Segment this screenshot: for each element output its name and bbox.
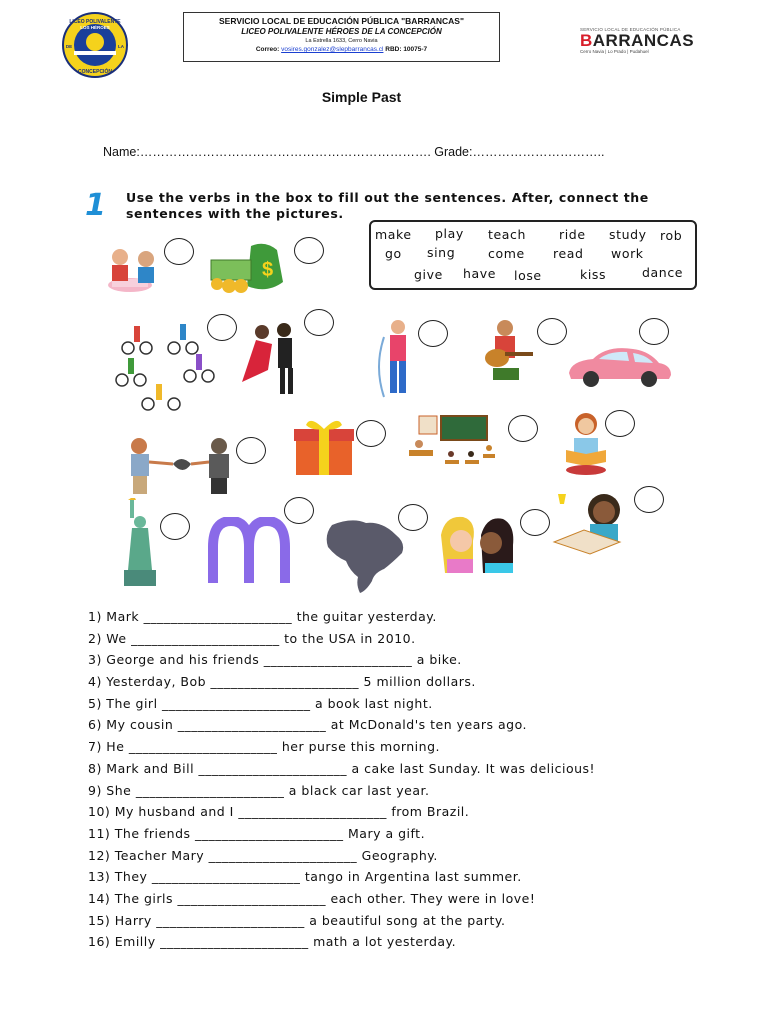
verb-word: sing [427, 245, 456, 260]
cake-making-picture [98, 243, 168, 298]
verb-word: come [488, 246, 525, 261]
header-info-box [183, 12, 500, 62]
verb-word: give [414, 267, 443, 282]
answer-bubble[interactable] [304, 309, 334, 336]
verb-word: dance [642, 265, 684, 280]
school-logo [62, 12, 128, 78]
guitar-player-picture [475, 318, 535, 384]
answer-bubble[interactable] [508, 415, 538, 442]
verb-word: make [375, 227, 412, 242]
logo-right-text: LA [118, 44, 124, 49]
sentence-item[interactable]: 14) The girls ______________________ each other. They were in love! [88, 890, 536, 906]
svg-text:$: $ [262, 259, 274, 281]
reading-girl-picture [560, 410, 612, 476]
studying-girl-picture [548, 490, 628, 556]
verb-word: ride [559, 227, 586, 242]
sentence-item[interactable]: 1) Mark ______________________ the guitar yesterday. [88, 609, 437, 624]
sentence-item[interactable]: 12) Teacher Mary ______________________ Geography. [88, 847, 438, 863]
answer-bubble[interactable] [537, 318, 567, 345]
sentence-item[interactable]: 15) Harry ______________________ a beautiful song at the party. [88, 912, 506, 928]
sentence-item[interactable]: 16) Emilly ______________________ math a lot yesterday. [88, 934, 457, 950]
verb-word: study [609, 227, 647, 242]
answer-bubble[interactable] [207, 314, 237, 341]
sentence-list [88, 606, 728, 953]
logo-left-text: DE [65, 44, 73, 49]
verb-word: work [611, 246, 644, 261]
answer-bubble[interactable] [294, 237, 324, 264]
verb-word: rob [660, 228, 683, 243]
classroom-picture [405, 414, 497, 478]
sentence-item[interactable]: 9) She ______________________ a black car last year. [88, 782, 430, 798]
verb-word: have [463, 266, 497, 281]
answer-bubble[interactable] [284, 497, 314, 524]
gift-picture [292, 415, 356, 477]
sentence-item[interactable]: 3) George and his friends ______________________ a bike. [88, 652, 462, 668]
kissing-girls-picture [437, 515, 517, 577]
rbd-code: RBD: 10075-7 [385, 46, 428, 53]
answer-bubble[interactable] [236, 437, 266, 464]
sentence-item[interactable]: 11) The friends ______________________ Mary a gift. [88, 825, 426, 841]
logo-top-text: LICEO POLIVALENTE [69, 19, 121, 25]
bike-riding-picture [112, 318, 222, 412]
verb-word: kiss [580, 267, 607, 282]
barrancas-logo [580, 27, 710, 61]
page-title: Simple Past [321, 89, 402, 105]
answer-bubble[interactable] [160, 513, 190, 540]
barrancas-logo-top: SERVICIO LOCAL DE EDUCACIÓN PÚBLICA [580, 27, 681, 32]
header-address: La Estrella 1633, Cerro Navia [305, 38, 378, 44]
barrancas-logo-name: BARRANCAS [580, 31, 695, 50]
money-picture [207, 236, 289, 296]
tango-dancers-picture [238, 322, 308, 398]
verb-word: read [553, 246, 584, 261]
sentence-item[interactable]: 8) Mark and Bill ______________________ a cake last Sunday. It was delicious! [88, 760, 596, 776]
sentence-item[interactable]: 7) He ______________________ her purse this morning. [88, 739, 440, 755]
answer-bubble[interactable] [164, 238, 194, 265]
answer-bubble[interactable] [639, 318, 669, 345]
singer-picture [370, 317, 420, 399]
barrancas-logo-sub: Cerro Navia | Lo Prado | Pudahuel [580, 49, 649, 54]
mcdonalds-picture [207, 517, 293, 585]
header-line-2: LICEO POLIVALENTE HÉROES DE LA CONCEPCIÓN [241, 27, 442, 36]
header-line-1: SERVICIO LOCAL DE EDUCACIÓN PÚBLICA "BARRANCAS" [219, 16, 464, 26]
sentence-item[interactable]: 6) My cousin ______________________ at McDonald's ten years ago. [88, 717, 527, 733]
logo-bottom-text: CONCEPCIÓN [78, 69, 112, 75]
sentence-item[interactable]: 2) We ______________________ to the USA in 2010. [88, 630, 416, 646]
name-grade-line: Name:……………………………………………………………. Grade:………………………….. [103, 145, 605, 159]
answer-bubble[interactable] [520, 509, 550, 536]
verb-word: play [435, 226, 464, 241]
brazil-map-picture [322, 515, 408, 595]
answer-bubble[interactable] [356, 420, 386, 447]
answer-bubble[interactable] [398, 504, 428, 531]
sentence-item[interactable]: 13) They ______________________ tango in Argentina last summer. [88, 869, 522, 885]
verb-word: lose [514, 268, 542, 283]
exercise-number: 1 [85, 188, 106, 223]
header-contact [184, 46, 499, 53]
answer-bubble[interactable] [418, 320, 448, 347]
statue-of-liberty-picture [118, 498, 156, 588]
verb-word: go [385, 246, 402, 261]
email-link[interactable]: vosires.gonzalez@slepbarrancas.cl [281, 46, 384, 53]
car-picture [563, 343, 675, 389]
robbery-picture [125, 436, 233, 496]
sentence-item[interactable]: 5) The girl ______________________ a book last night. [88, 695, 433, 711]
verb-word: teach [488, 227, 527, 242]
logo-mid-text: LOS HÉROES [80, 25, 110, 30]
sentence-item[interactable]: 4) Yesterday, Bob ______________________ 5 million dollars. [88, 674, 476, 690]
verb-box [369, 220, 697, 290]
answer-bubble[interactable] [605, 410, 635, 437]
email-label: Correo: [255, 46, 280, 53]
instructions: Use the verbs in the box to fill out the sentences. After, connect the sentences with the pictures. [126, 190, 649, 221]
answer-bubble[interactable] [634, 486, 664, 513]
sentence-item[interactable]: 10) My husband and I ______________________ from Brazil. [88, 804, 470, 820]
